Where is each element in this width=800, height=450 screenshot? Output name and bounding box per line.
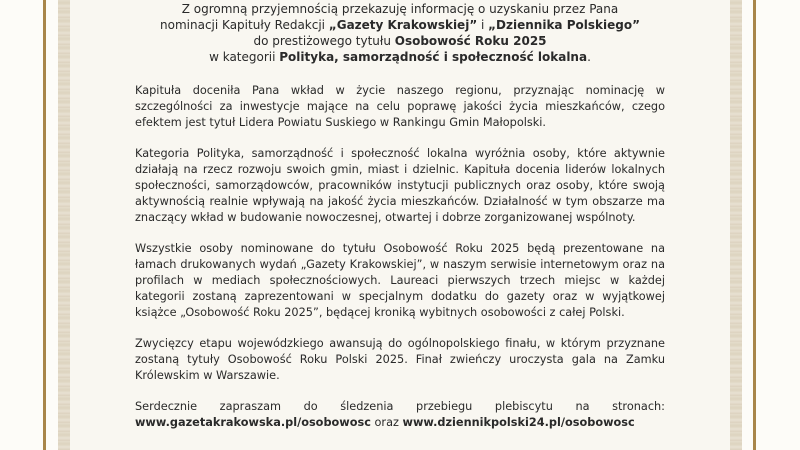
closing-paragraph (135, 399, 665, 431)
gazeta-krakowska-link[interactable]: www.gazetakrakowska.pl/osobowosc (135, 416, 371, 429)
category-name: Polityka, samorządność i społeczność lokalna (279, 50, 588, 64)
dziennik-polski-link[interactable]: www.dziennikpolski24.pl/osobowosc (402, 416, 635, 429)
dziennik-polski-name: „Dziennika Polskiego” (488, 18, 640, 32)
intro-text: w kategorii (209, 50, 280, 64)
closing-joiner: oraz (370, 416, 403, 429)
gold-border-right (753, 0, 756, 450)
intro-text: Z ogromną przyjemnością przekazuję informację o uzyskaniu przez Pana nominacji Kapituły Redakcji (160, 2, 619, 32)
deckle-edge-left (58, 0, 70, 450)
letter-body (135, 0, 665, 431)
intro-text: i (477, 18, 489, 32)
paragraph-3: Wszystkie osoby nominowane do tytułu Osobowość Roku 2025 będą prezentowane na łamach drukowanych wydań „Gazety Krakowskiej”, w naszym serwisie internetowym oraz na profilach w mediach społecznościowych. Laureaci pierwszych trzech miejsc w każdej kategorii zostaną zaprezentowani w specjalnym dodatku do gazety oraz w wyjątkowej książce „Osobowość Roku 2025”, będącej kroniką wybitnych osobowości z całej Polski. (135, 242, 665, 319)
deckle-edge-right (730, 0, 742, 450)
award-title: Osobowość Roku 2025 (394, 34, 547, 48)
paragraph-2: Kategoria Polityka, samorządność i społeczność lokalna wyróżnia osoby, które aktywnie działają na rzecz rozwoju swoich gmin, miast i dzielnic. Kapituła docenia liderów lokalnych społeczności, samorządowców, pracowników instytucji publicznych oraz osoby, które swoją aktywnością realnie wpływają na jakość życia mieszkańców. Działalność w tym obszarze ma znaczący wkład w budowanie nowoczesnej, otwartej i dobrze zorganizowanej wspólnoty. (135, 147, 665, 224)
intro-text: do prestiżowego tytułu (253, 34, 395, 48)
paragraph-1: Kapituła doceniła Pana wkład w życie naszego regionu, przyznając nominację w szczególności za inwestycje mające na celu poprawę jakości życia mieszkańców, czego efektem jest tytuł Lidera Powiatu Suskiego w Rankingu Gmin Małopolski. (135, 84, 665, 129)
paragraph-4: Zwycięzcy etapu wojewódzkiego awansują do ogólnopolskiego finału, w którym przyznane zostaną tytuły Osobowość Roku Polski 2025. Finał zwieńczy uroczysta gala na Zamku Królewskim w Warszawie. (135, 337, 665, 382)
intro-text: . (587, 50, 591, 64)
closing-text: Serdecznie zapraszam do śledzenia przebiegu plebiscytu na stronach: (135, 400, 665, 413)
gold-border-left (43, 0, 46, 450)
gazeta-krakowska-name: „Gazety Krakowskiej” (328, 18, 478, 32)
intro-paragraph (135, 1, 665, 65)
